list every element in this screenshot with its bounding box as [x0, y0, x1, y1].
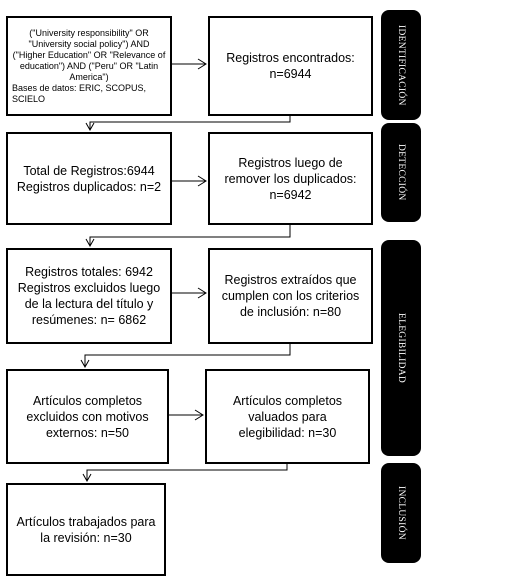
phase-eligibility — [381, 240, 421, 456]
arrow-nodup-to-excluded — [86, 225, 290, 246]
phase-detection — [381, 123, 421, 222]
external-line-1: Artículos completos — [32, 393, 143, 408]
records-without-duplicates-box — [208, 132, 373, 225]
phase-eligibility-label: ELEGIBILIDAD — [396, 312, 406, 384]
arrow-extracted-to-external — [81, 344, 290, 367]
excluded-line-1: Registros totales: 6942 — [25, 265, 153, 279]
arrow-external-to-evaluated — [169, 410, 203, 420]
phase-identification — [381, 10, 421, 120]
articles-excluded-external-box — [6, 369, 169, 464]
total-line-2: Registros duplicados: n=2 — [16, 179, 162, 194]
arrow-found-to-total — [86, 116, 290, 130]
records-extracted-box — [208, 248, 373, 344]
search-line-2: "University social policy") AND — [28, 38, 150, 49]
phase-identification-label: IDENTIFICACIÓN — [396, 24, 406, 106]
articles-evaluated-box — [205, 369, 370, 464]
nodup-line-2: remover los duplicados: — [224, 171, 357, 186]
evaluated-line-1: Artículos completos — [232, 393, 343, 408]
found-line-2: n=6944 — [269, 67, 312, 81]
final-line-1: Artículos trabajados para — [16, 514, 156, 529]
search-line-5: America") — [69, 71, 109, 82]
total-line-1: Total de Registros:6944 — [23, 163, 155, 178]
excluded-line-2: Registros excluidos luego — [17, 281, 161, 295]
arrow-search-to-found — [172, 59, 206, 69]
search-query-box — [6, 16, 172, 116]
final-line-2: la revisión: n=30 — [40, 530, 132, 545]
phase-inclusion-label: INCLUSIÓN — [396, 486, 406, 540]
records-excluded-box — [6, 248, 172, 344]
external-line-3: externos: n=50 — [45, 425, 130, 440]
evaluated-line-3: elegibilidad: n=30 — [238, 425, 337, 440]
nodup-line-1: Registros luego de — [238, 155, 343, 170]
phase-inclusion — [381, 463, 421, 563]
articles-final-box — [6, 483, 166, 576]
extracted-line-1: Registros extraídos que — [224, 273, 357, 287]
found-line-1: Registros encontrados: — [226, 51, 355, 65]
extracted-line-3: de inclusión: n=80 — [239, 305, 342, 319]
extracted-line-2: cumplen con los criterios — [221, 289, 360, 303]
total-records-box — [6, 132, 172, 225]
records-found-box — [208, 16, 373, 116]
search-line-3: ("Higher Education" OR "Relevance of — [12, 49, 166, 60]
arrow-total-to-nodup — [172, 176, 206, 186]
excluded-line-4: resúmenes: n= 6862 — [31, 313, 147, 327]
search-line-4: education") AND ("Peru" OR "Latin — [19, 60, 159, 71]
arrow-evaluated-to-final — [83, 464, 287, 481]
external-line-2: excluidos con motivos — [26, 409, 149, 424]
arrow-excluded-to-extracted — [172, 288, 206, 298]
phase-detection-label: DETECCIÓN — [396, 144, 406, 201]
evaluated-line-2: valuados para — [248, 409, 327, 424]
search-line-1: ("University responsibility" OR — [29, 27, 149, 38]
nodup-line-3: n=6942 — [269, 187, 312, 202]
databases-line: Bases de datos: ERIC, SCOPUS, SCIELO — [12, 82, 147, 104]
excluded-line-3: de la lectura del título y — [24, 297, 154, 311]
